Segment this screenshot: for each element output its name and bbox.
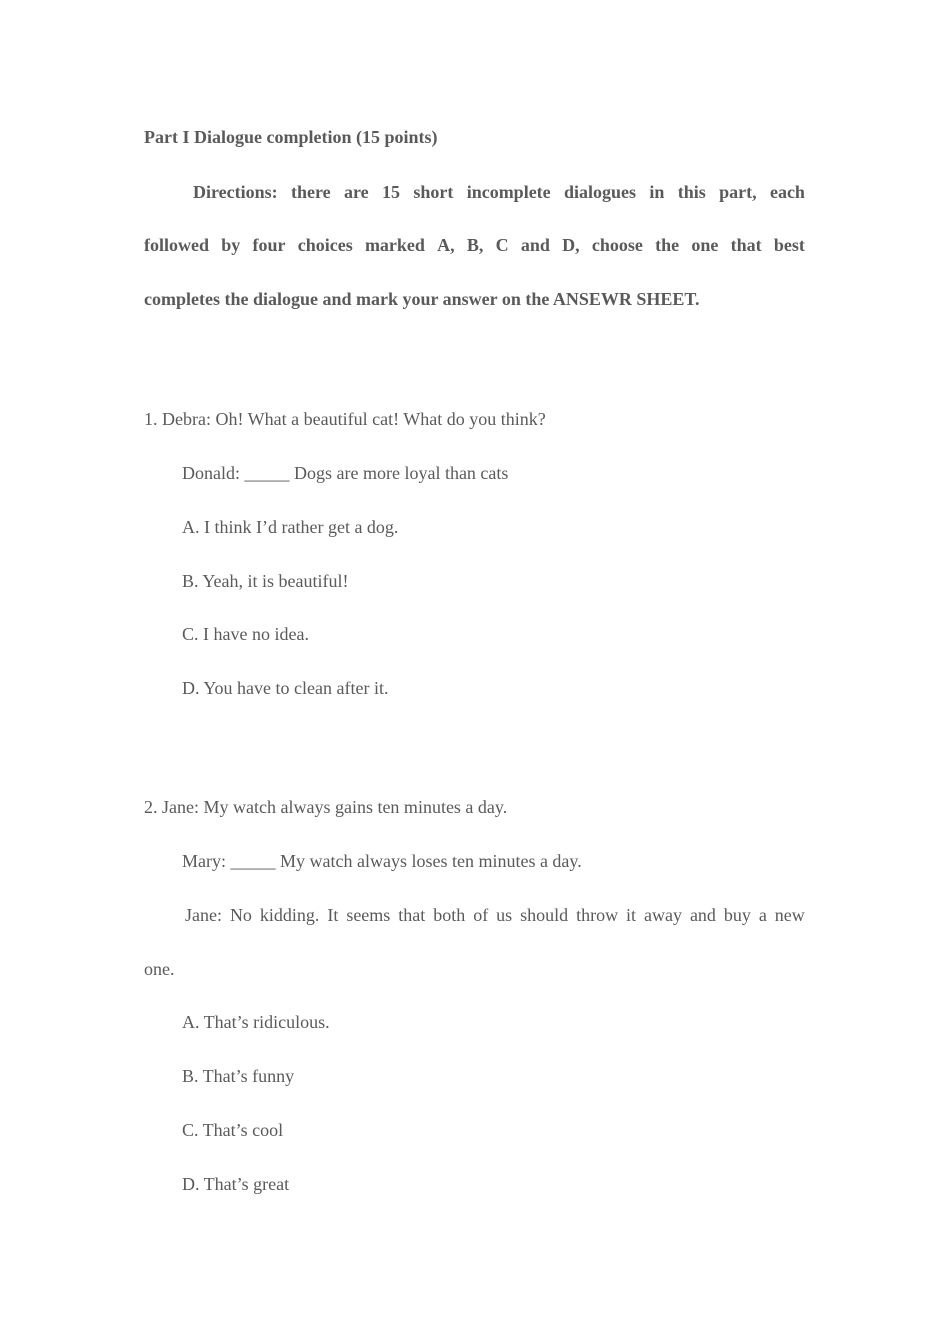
question-2-option-a: A. That’s ridiculous. (182, 1012, 330, 1032)
question-1-prompt: 1. Debra: Oh! What a beautiful cat! What do you think? (144, 409, 546, 429)
question-1-reply: Donald: _____ Dogs are more loyal than cats (182, 463, 509, 483)
question-2-option-b: B. That’s funny (182, 1066, 295, 1086)
question-2-option-d: D. That’s great (182, 1174, 290, 1194)
question-2-prompt: 2. Jane: My watch always gains ten minutes a day. (144, 797, 508, 817)
directions-line-3: completes the dialogue and mark your answer on the ANSEWR SHEET. (144, 289, 700, 309)
question-2-followup-line-1 (185, 904, 805, 926)
question-2-reply: Mary: _____ My watch always loses ten minutes a day. (182, 851, 582, 871)
question-1-option-c: C. I have no idea. (182, 624, 309, 644)
question-1-option-d: D. You have to clean after it. (182, 678, 389, 698)
question-2-option-c: C. That’s cool (182, 1120, 284, 1140)
question-2-followup-line-1-text: Jane: No kidding. It seems that both of us should throw it away and buy a new (185, 905, 805, 925)
section-heading: Part I Dialogue completion (15 points) (144, 127, 438, 147)
directions-line-1 (193, 181, 805, 203)
directions-line-2 (144, 234, 805, 256)
question-1-option-b: B. Yeah, it is beautiful! (182, 571, 349, 591)
directions-line-2-text: followed by four choices marked A, B, C and D, choose the one that best (144, 235, 805, 255)
question-2-followup-line-2: one. (144, 959, 175, 979)
question-1-option-a: A. I think I’d rather get a dog. (182, 517, 399, 537)
directions-line-1-text: Directions: there are 15 short incomplete dialogues in this part, each (193, 182, 805, 202)
